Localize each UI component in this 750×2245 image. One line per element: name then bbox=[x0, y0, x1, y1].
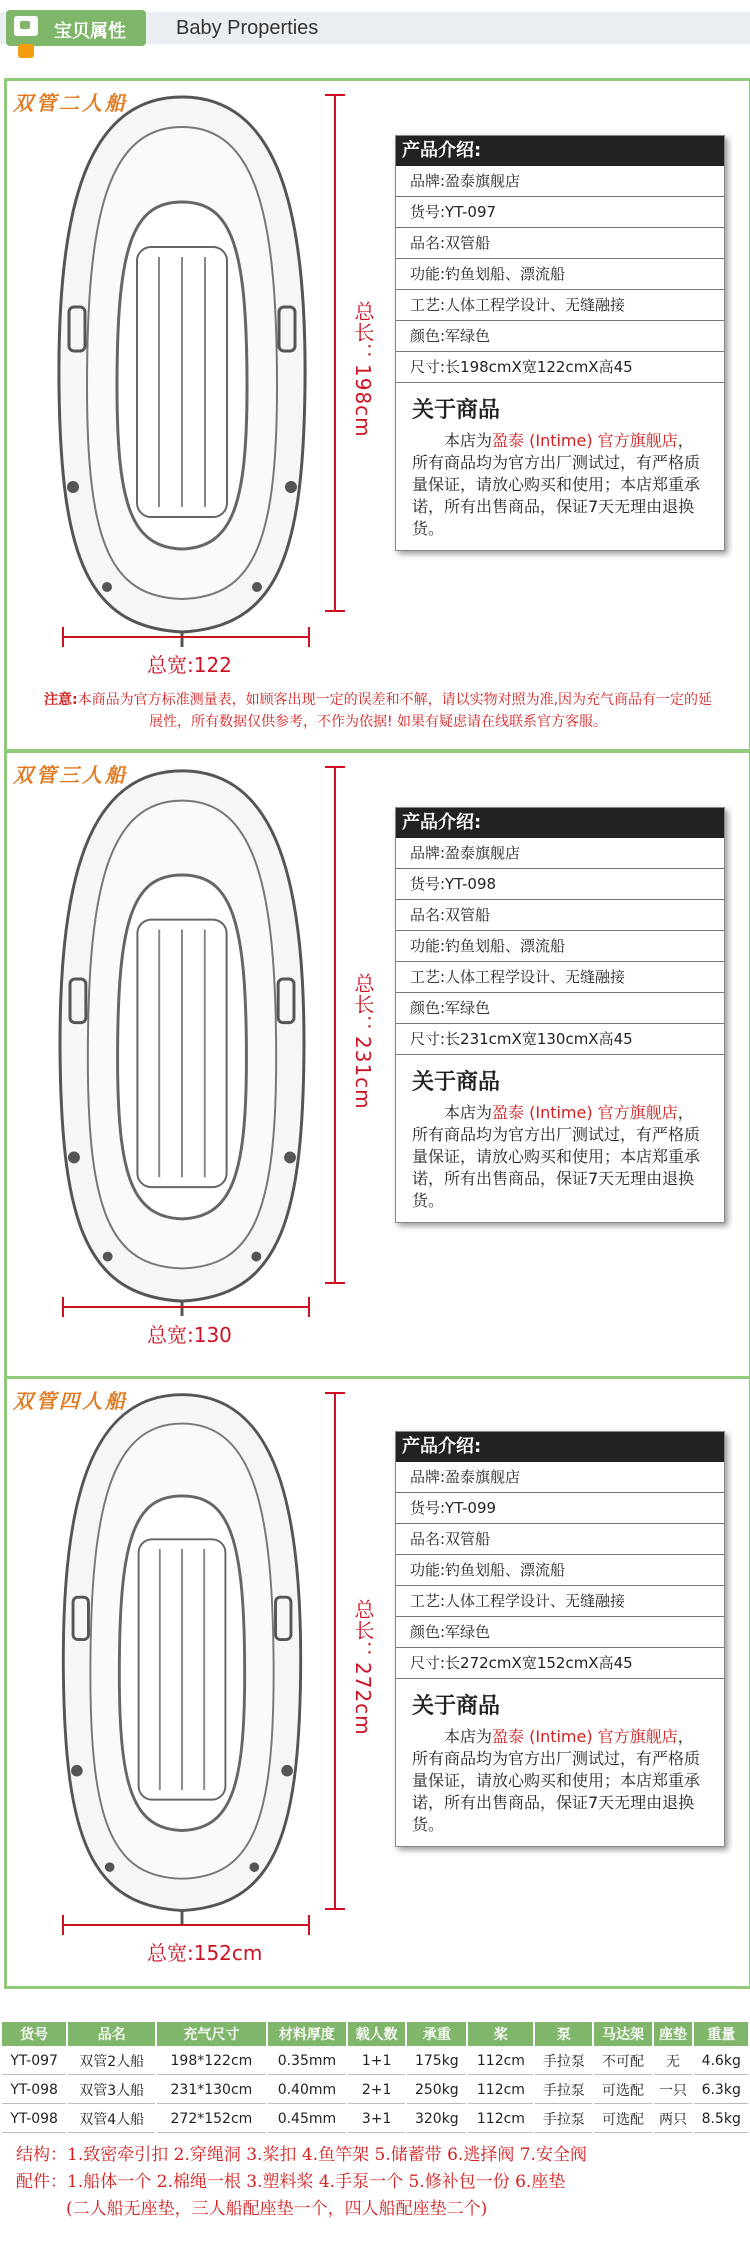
table-cell: 231*130cm bbox=[157, 2077, 266, 2104]
length-label: 总长：272cm bbox=[351, 1599, 375, 1736]
info-row: 颜色:军绿色 bbox=[396, 1617, 724, 1648]
section-title-cn: 宝贝属性 bbox=[54, 21, 126, 42]
table-cell: 可选配 bbox=[594, 2106, 651, 2133]
table-cell: 320kg bbox=[407, 2106, 466, 2133]
table-cell: 3+1 bbox=[348, 2106, 405, 2133]
table-cell: 4.6kg bbox=[694, 2048, 748, 2075]
about-heading: 关于商品 bbox=[412, 398, 501, 423]
brand-highlight: 盈泰 (Intime) 官方旗舰店 bbox=[492, 1727, 678, 1746]
length-dimension-line bbox=[325, 765, 345, 1285]
product-title: 双管二人船 bbox=[13, 91, 128, 115]
section-title-en: Baby Properties bbox=[176, 17, 319, 39]
length-label: 总长：231cm bbox=[351, 973, 375, 1110]
info-row: 品牌:盈泰旗舰店 bbox=[396, 838, 724, 869]
section-tag bbox=[6, 10, 146, 46]
width-label: 总宽:130 bbox=[147, 1323, 232, 1347]
info-row: 工艺:人体工程学设计、无缝融接 bbox=[396, 1586, 724, 1617]
table-cell: 0.35mm bbox=[268, 2048, 346, 2075]
notice bbox=[7, 689, 749, 733]
info-heading: 产品介绍: bbox=[396, 136, 724, 166]
col-header: 品名 bbox=[68, 2022, 155, 2046]
width-label: 总宽:152cm bbox=[147, 1941, 263, 1965]
width-dimension-line bbox=[61, 1297, 311, 1317]
length-dimension-line bbox=[325, 1391, 345, 1911]
info-row: 工艺:人体工程学设计、无缝融接 bbox=[396, 290, 724, 321]
product-panel-1 bbox=[4, 78, 750, 752]
table-cell: 112cm bbox=[468, 2048, 533, 2075]
product-info-card bbox=[395, 135, 725, 551]
product-title: 双管三人船 bbox=[13, 763, 128, 787]
about-heading: 关于商品 bbox=[412, 1070, 501, 1095]
table-cell: 一只 bbox=[654, 2077, 693, 2104]
about-heading: 关于商品 bbox=[412, 1694, 501, 1719]
brand-highlight: 盈泰 (Intime) 官方旗舰店 bbox=[492, 1103, 678, 1122]
info-row: 尺寸:长272cmX宽152cmX高45 bbox=[396, 1648, 724, 1679]
spec-table-header bbox=[2, 2022, 748, 2046]
table-cell: 不可配 bbox=[594, 2048, 651, 2075]
header bbox=[0, 0, 750, 62]
table-cell: 175kg bbox=[407, 2048, 466, 2075]
about-text: 本店为盈泰 (Intime) 官方旗舰店，所有商品均为官方出厂测试过，有严格质量保证，请放心购买和使用；本店郑重承诺，所有出售商品，保证7天无理由退换货。 bbox=[412, 431, 701, 538]
info-heading: 产品介绍: bbox=[396, 808, 724, 838]
info-row: 工艺:人体工程学设计、无缝融接 bbox=[396, 962, 724, 993]
table-cell: 可选配 bbox=[594, 2077, 651, 2104]
col-header: 承重 bbox=[407, 2022, 466, 2046]
info-row: 货号:YT-097 bbox=[396, 197, 724, 228]
accessories-note: (二人船无座垫，三人船配座垫一个，四人船配座垫二个) bbox=[66, 2199, 488, 2219]
structure-info bbox=[16, 2142, 736, 2223]
width-dimension-line bbox=[61, 627, 311, 647]
col-header: 货号 bbox=[2, 2022, 66, 2046]
product-panel-2 bbox=[4, 750, 750, 1379]
table-cell: YT-098 bbox=[2, 2077, 66, 2104]
col-header: 座垫 bbox=[654, 2022, 693, 2046]
width-label: 总宽:122 bbox=[147, 653, 232, 677]
table-cell: 250kg bbox=[407, 2077, 466, 2104]
product-title: 双管四人船 bbox=[13, 1389, 128, 1413]
col-header: 材料厚度 bbox=[268, 2022, 346, 2046]
info-row: 品牌:盈泰旗舰店 bbox=[396, 1462, 724, 1493]
col-header: 马达架 bbox=[594, 2022, 651, 2046]
width-dimension-line bbox=[61, 1915, 311, 1935]
table-cell: 手拉泵 bbox=[535, 2106, 592, 2133]
table-cell: 0.45mm bbox=[268, 2106, 346, 2133]
about-text: 本店为盈泰 (Intime) 官方旗舰店，所有商品均为官方出厂测试过，有严格质量保证，请放心购买和使用；本店郑重承诺，所有出售商品，保证7天无理由退换货。 bbox=[412, 1103, 701, 1210]
info-row: 货号:YT-098 bbox=[396, 869, 724, 900]
col-header: 载人数 bbox=[348, 2022, 405, 2046]
table-cell: 双管3人船 bbox=[68, 2077, 155, 2104]
col-header: 桨 bbox=[468, 2022, 533, 2046]
table-cell: 272*152cm bbox=[157, 2106, 266, 2133]
info-row: 品名:双管船 bbox=[396, 1524, 724, 1555]
table-cell: 双管2人船 bbox=[68, 2048, 155, 2075]
table-cell: 无 bbox=[654, 2048, 693, 2075]
spec-table bbox=[0, 2020, 750, 2135]
length-dimension-line bbox=[325, 93, 345, 613]
structure-line: 结构：1.致密牵引扣 2.穿绳洞 3.桨扣 4.鱼竿架 5.储蓄带 6.逃择阀 7.安全阀 bbox=[16, 2145, 587, 2165]
brand-highlight: 盈泰 (Intime) 官方旗舰店 bbox=[492, 431, 678, 450]
info-row: 品名:双管船 bbox=[396, 900, 724, 931]
table-cell: 8.5kg bbox=[694, 2106, 748, 2133]
table-cell: 112cm bbox=[468, 2077, 533, 2104]
about-text: 本店为盈泰 (Intime) 官方旗舰店，所有商品均为官方出厂测试过，有严格质量保证，请放心购买和使用；本店郑重承诺，所有出售商品，保证7天无理由退换货。 bbox=[412, 1727, 701, 1834]
boat-illustration bbox=[47, 87, 317, 647]
info-row: 功能:钓鱼划船、漂流船 bbox=[396, 1555, 724, 1586]
length-label: 总长：198cm bbox=[351, 301, 375, 438]
info-row: 尺寸:长198cmX宽122cmX高45 bbox=[396, 352, 724, 383]
info-row: 颜色:军绿色 bbox=[396, 993, 724, 1024]
table-cell: 手拉泵 bbox=[535, 2048, 592, 2075]
boat-illustration bbox=[47, 761, 317, 1316]
table-cell: 1+1 bbox=[348, 2048, 405, 2075]
table-cell: YT-098 bbox=[2, 2106, 66, 2133]
table-cell: 双管4人船 bbox=[68, 2106, 155, 2133]
table-cell: YT-097 bbox=[2, 2048, 66, 2075]
table-cell: 112cm bbox=[468, 2106, 533, 2133]
info-row: 尺寸:长231cmX宽130cmX高45 bbox=[396, 1024, 724, 1055]
info-row: 品牌:盈泰旗舰店 bbox=[396, 166, 724, 197]
product-info-card bbox=[395, 807, 725, 1223]
table-cell: 手拉泵 bbox=[535, 2077, 592, 2104]
table-cell: 198*122cm bbox=[157, 2048, 266, 2075]
info-row: 功能:钓鱼划船、漂流船 bbox=[396, 259, 724, 290]
col-header: 重量 bbox=[694, 2022, 748, 2046]
col-header: 泵 bbox=[535, 2022, 592, 2046]
table-cell: 2+1 bbox=[348, 2077, 405, 2104]
table-row bbox=[2, 2106, 748, 2133]
camera-icon bbox=[18, 44, 34, 58]
info-heading: 产品介绍: bbox=[396, 1432, 724, 1462]
accessories-line: 配件：1.船体一个 2.棉绳一根 3.塑料桨 4.手泵一个 5.修补包一份 6.座垫 bbox=[16, 2172, 566, 2192]
notice-text: 本商品为官方标准测量表，如顾客出现一定的误差和不解，请以实物对照为准,因为充气商品有一定的延展性，所有数据仅供参考，不作为依据! 如果有疑虑请在线联系官方客服。 bbox=[77, 692, 713, 730]
table-cell: 6.3kg bbox=[694, 2077, 748, 2104]
table-row bbox=[2, 2077, 748, 2104]
info-row: 功能:钓鱼划船、漂流船 bbox=[396, 931, 724, 962]
product-panel-3 bbox=[4, 1376, 750, 1989]
table-cell: 0.40mm bbox=[268, 2077, 346, 2104]
info-row: 货号:YT-099 bbox=[396, 1493, 724, 1524]
product-info-card bbox=[395, 1431, 725, 1847]
table-cell: 两只 bbox=[654, 2106, 693, 2133]
info-row: 颜色:军绿色 bbox=[396, 321, 724, 352]
table-row bbox=[2, 2048, 748, 2075]
notice-label: 注意: bbox=[43, 692, 78, 708]
info-row: 品名:双管船 bbox=[396, 228, 724, 259]
boat-illustration bbox=[47, 1385, 317, 1925]
tag-icon bbox=[14, 16, 38, 36]
col-header: 充气尺寸 bbox=[157, 2022, 266, 2046]
